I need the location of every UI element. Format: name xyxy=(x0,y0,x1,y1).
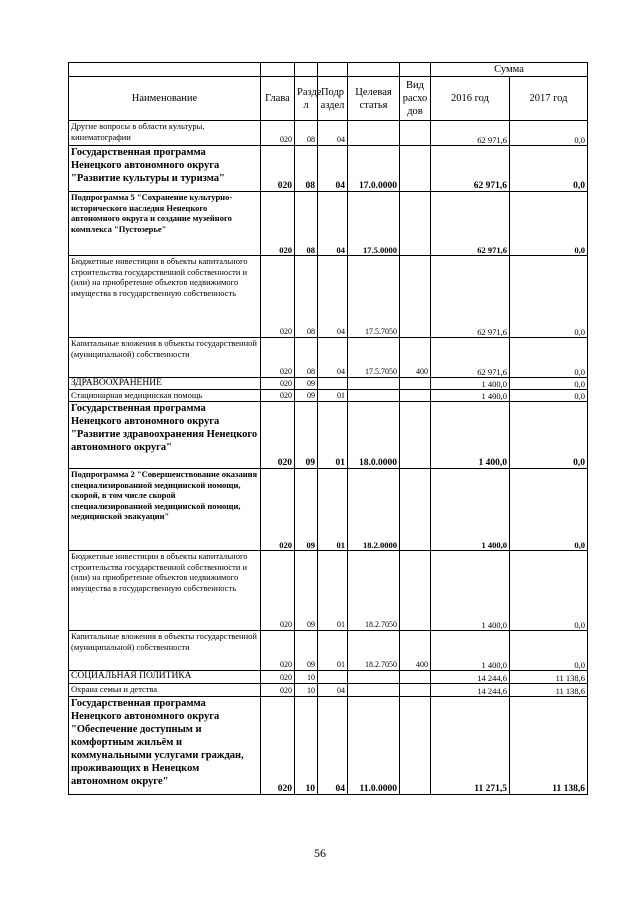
cell-y2017: 0,0 xyxy=(510,631,588,671)
table-row xyxy=(69,192,588,256)
cell-razdel: 09 xyxy=(295,631,318,671)
cell-name: Стационарная медицинская помощь xyxy=(69,390,261,402)
cell-y2016: 62 971,6 xyxy=(431,121,510,146)
cell-vid xyxy=(400,192,431,256)
cell-tselevaya xyxy=(348,671,400,684)
table-row xyxy=(69,671,588,684)
table-row xyxy=(69,551,588,631)
cell-podrazdel: 04 xyxy=(318,146,348,192)
cell-y2017: 0,0 xyxy=(510,390,588,402)
cell-y2016: 1 400,0 xyxy=(431,402,510,469)
header-2016: 2016 год xyxy=(431,77,510,121)
cell-podrazdel: 04 xyxy=(318,256,348,338)
cell-name: СОЦИАЛЬНАЯ ПОЛИТИКА xyxy=(69,671,261,684)
cell-tselevaya xyxy=(348,684,400,697)
cell-name: Государственная программа Ненецкого автономного округа "Обеспечение доступным и комфортным жильём и коммунальными услугами граждан, проживающих в Ненецком автономном округе" xyxy=(69,697,261,795)
cell-vid xyxy=(400,402,431,469)
cell-razdel: 10 xyxy=(295,697,318,795)
cell-razdel: 08 xyxy=(295,146,318,192)
cell-glava: 020 xyxy=(261,402,295,469)
cell-y2017: 0,0 xyxy=(510,402,588,469)
cell-tselevaya: 18.2.7050 xyxy=(348,551,400,631)
cell-y2016: 1 400,0 xyxy=(431,551,510,631)
cell-vid xyxy=(400,378,431,390)
cell-tselevaya xyxy=(348,390,400,402)
table-row xyxy=(69,121,588,146)
header-2017: 2017 год xyxy=(510,77,588,121)
cell-y2017: 0,0 xyxy=(510,551,588,631)
cell-razdel: 09 xyxy=(295,469,318,551)
header-tselevaya: Целевая статья xyxy=(348,77,400,121)
cell-name: Капитальные вложения в объекты государственной (муниципальной) собственности xyxy=(69,631,261,671)
cell-y2016: 1 400,0 xyxy=(431,390,510,402)
cell-name: Государственная программа Ненецкого автономного округа "Развитие здравоохранения Ненецкого автономного округа" xyxy=(69,402,261,469)
cell-tselevaya: 17.5.0000 xyxy=(348,192,400,256)
cell-razdel: 10 xyxy=(295,684,318,697)
cell-podrazdel: 01 xyxy=(318,469,348,551)
cell-glava: 020 xyxy=(261,631,295,671)
cell-razdel: 09 xyxy=(295,378,318,390)
cell-y2017: 0,0 xyxy=(510,338,588,378)
cell-y2017: 0,0 xyxy=(510,121,588,146)
cell-razdel: 08 xyxy=(295,192,318,256)
cell-podrazdel: 01 xyxy=(318,402,348,469)
cell-podrazdel xyxy=(318,378,348,390)
cell-vid xyxy=(400,469,431,551)
header-name: Наименование xyxy=(69,77,261,121)
cell-tselevaya: 18.2.7050 xyxy=(348,631,400,671)
cell-vid: 400 xyxy=(400,631,431,671)
cell-vid xyxy=(400,121,431,146)
cell-tselevaya: 11.0.0000 xyxy=(348,697,400,795)
cell-y2016: 11 271,5 xyxy=(431,697,510,795)
cell-y2016: 1 400,0 xyxy=(431,469,510,551)
cell-glava: 020 xyxy=(261,338,295,378)
cell-tselevaya: 18.2.0000 xyxy=(348,469,400,551)
cell-glava: 020 xyxy=(261,697,295,795)
cell-razdel: 10 xyxy=(295,671,318,684)
cell-tselevaya xyxy=(348,378,400,390)
cell-glava: 020 xyxy=(261,256,295,338)
cell-razdel: 09 xyxy=(295,390,318,402)
cell-y2017: 0,0 xyxy=(510,192,588,256)
table-row xyxy=(69,390,588,402)
cell-razdel: 09 xyxy=(295,402,318,469)
cell-name: ЗДРАВООХРАНЕНИЕ xyxy=(69,378,261,390)
cell-glava: 020 xyxy=(261,378,295,390)
cell-glava: 020 xyxy=(261,146,295,192)
cell-tselevaya xyxy=(348,121,400,146)
cell-glava: 020 xyxy=(261,469,295,551)
header-vid: Вид расхо дов xyxy=(400,77,431,121)
cell-name: Подпрограмма 2 "Совершенствование оказания специализированной медицинской помощи, скорой, в том числе скорой специализированной медицинской помощи, медицинской эвакуации" xyxy=(69,469,261,551)
table-row xyxy=(69,684,588,697)
cell-y2016: 14 244,6 xyxy=(431,671,510,684)
table-row xyxy=(69,697,588,795)
cell-y2016: 62 971,6 xyxy=(431,256,510,338)
cell-name: Государственная программа Ненецкого автономного округа "Развитие культуры и туризма" xyxy=(69,146,261,192)
cell-y2016: 1 400,0 xyxy=(431,631,510,671)
cell-name: Бюджетные инвестиции в объекты капитального строительства государственной собственности и (или) на приобретение объектов недвижимого имущества в государственную собственность xyxy=(69,551,261,631)
cell-y2017: 0,0 xyxy=(510,146,588,192)
cell-name: Подпрограмма 5 "Сохранение культурно-исторического наследия Ненецкого автономного округа и создание музейного комплекса "Пустозерье" xyxy=(69,192,261,256)
cell-podrazdel: 04 xyxy=(318,684,348,697)
cell-razdel: 08 xyxy=(295,121,318,146)
cell-podrazdel: 04 xyxy=(318,697,348,795)
cell-y2016: 14 244,6 xyxy=(431,684,510,697)
header-row xyxy=(69,77,588,121)
cell-podrazdel xyxy=(318,671,348,684)
cell-y2017: 0,0 xyxy=(510,378,588,390)
header-podrazdel: Подр аздел xyxy=(318,77,348,121)
cell-glava: 020 xyxy=(261,551,295,631)
cell-tselevaya: 18.0.0000 xyxy=(348,402,400,469)
cell-razdel: 09 xyxy=(295,551,318,631)
cell-glava: 020 xyxy=(261,192,295,256)
cell-vid xyxy=(400,697,431,795)
table-row xyxy=(69,469,588,551)
cell-y2017: 11 138,6 xyxy=(510,671,588,684)
cell-vid xyxy=(400,390,431,402)
cell-vid xyxy=(400,684,431,697)
cell-podrazdel: 01 xyxy=(318,631,348,671)
cell-podrazdel: 01 xyxy=(318,551,348,631)
cell-name: Бюджетные инвестиции в объекты капитального строительства государственной собственности и (или) на приобретение объектов недвижимого имущества в государственную собственность xyxy=(69,256,261,338)
cell-y2017: 0,0 xyxy=(510,256,588,338)
cell-vid xyxy=(400,146,431,192)
header-summa: Сумма xyxy=(431,63,588,77)
cell-podrazdel: 01 xyxy=(318,390,348,402)
cell-y2016: 62 971,6 xyxy=(431,146,510,192)
header-razdel: Разде л xyxy=(295,77,318,121)
cell-y2016: 1 400,0 xyxy=(431,378,510,390)
table-row xyxy=(69,631,588,671)
cell-vid xyxy=(400,551,431,631)
cell-glava: 020 xyxy=(261,121,295,146)
cell-tselevaya: 17.5.7050 xyxy=(348,256,400,338)
budget-table xyxy=(68,62,588,795)
table-row xyxy=(69,146,588,192)
cell-razdel: 08 xyxy=(295,256,318,338)
cell-tselevaya: 17.0.0000 xyxy=(348,146,400,192)
cell-podrazdel: 04 xyxy=(318,192,348,256)
table-row xyxy=(69,256,588,338)
cell-y2017: 0,0 xyxy=(510,469,588,551)
cell-tselevaya: 17.5.7050 xyxy=(348,338,400,378)
table-row xyxy=(69,402,588,469)
cell-name: Другие вопросы в области культуры, кинематографии xyxy=(69,121,261,146)
cell-vid: 400 xyxy=(400,338,431,378)
table-row xyxy=(69,338,588,378)
header-spacer-row xyxy=(69,63,588,77)
cell-name: Капитальные вложения в объекты государственной (муниципальной) собственности xyxy=(69,338,261,378)
table-row xyxy=(69,378,588,390)
cell-vid xyxy=(400,256,431,338)
cell-glava: 020 xyxy=(261,684,295,697)
cell-y2016: 62 971,6 xyxy=(431,338,510,378)
cell-y2016: 62 971,6 xyxy=(431,192,510,256)
page-number: 56 xyxy=(314,846,326,860)
cell-podrazdel: 04 xyxy=(318,121,348,146)
header-glava: Глава xyxy=(261,77,295,121)
cell-razdel: 08 xyxy=(295,338,318,378)
cell-vid xyxy=(400,671,431,684)
cell-name: Охрана семьи и детства xyxy=(69,684,261,697)
cell-glava: 020 xyxy=(261,390,295,402)
cell-glava: 020 xyxy=(261,671,295,684)
cell-y2017: 11 138,6 xyxy=(510,697,588,795)
cell-y2017: 11 138,6 xyxy=(510,684,588,697)
cell-podrazdel: 04 xyxy=(318,338,348,378)
